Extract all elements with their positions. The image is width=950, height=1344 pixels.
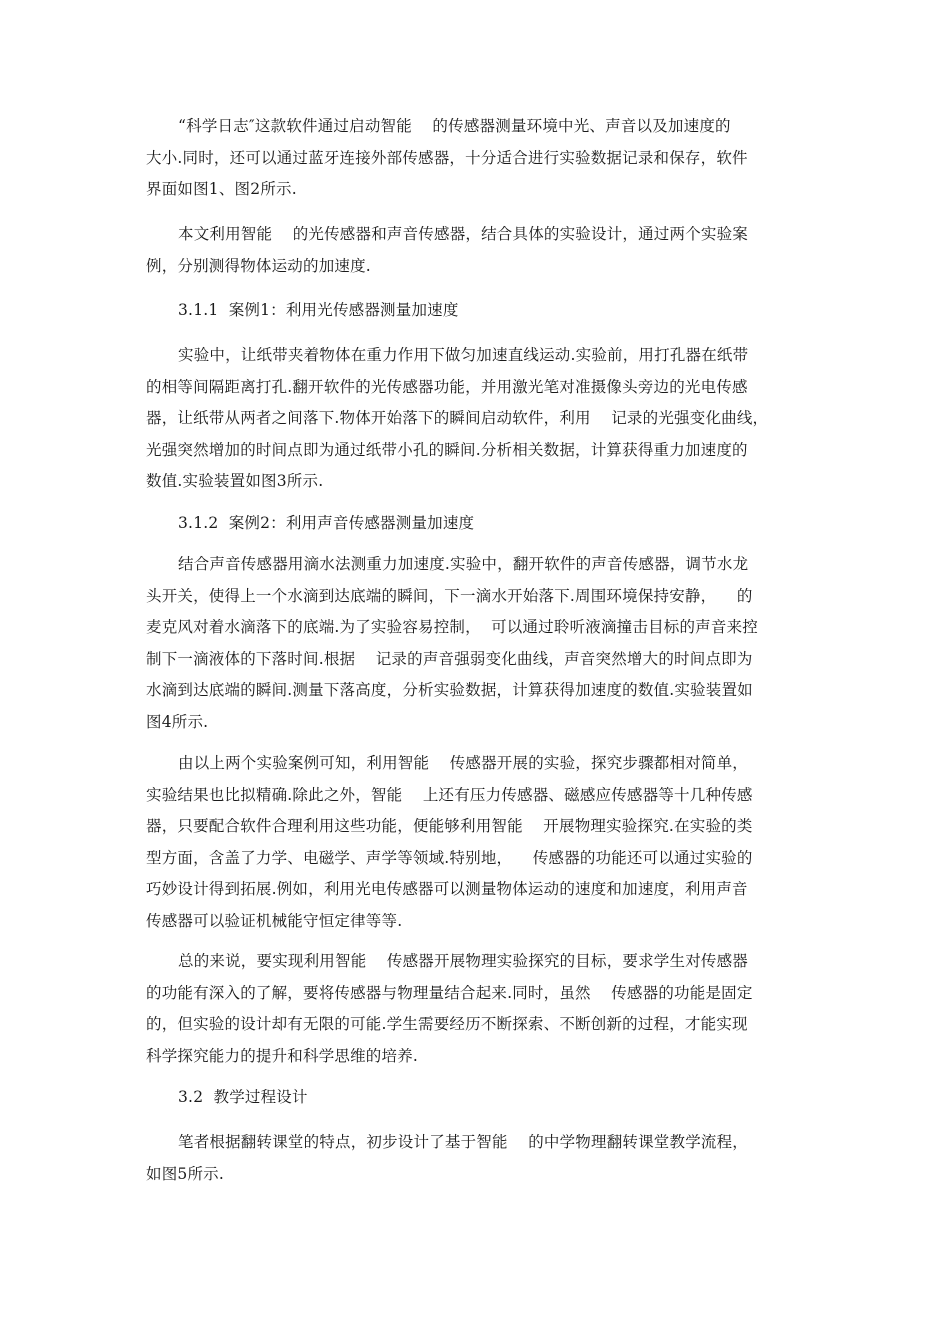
- paragraph-science-journal-intro: [146, 111, 806, 206]
- text-line: 本文利用智能 的光传感器和声音传感器，结合具体的实验设计，通过两个实验案: [178, 225, 749, 243]
- text-line: 大小.同时，还可以通过蓝牙连接外部传感器，十分适合进行实验数据记录和保存，软件: [146, 148, 748, 167]
- text-line: 头开关，使得上一个水滴到达底端的瞬间，下一滴水开始落下.周围环境保持安静， 的: [146, 586, 753, 605]
- paragraph-case-1-light-sensor: [146, 340, 806, 498]
- text-line: 总的来说，要实现利用智能 传感器开展物理实验探究的目标，要求学生对传感器: [178, 952, 749, 970]
- text-line: 科学探究能力的提升和科学思维的培养.: [146, 1046, 419, 1065]
- text-line: 数值.实验装置如图3所示.: [146, 472, 324, 490]
- text-line: 传感器可以验证机械能守恒定律等等.: [146, 911, 403, 930]
- paragraph-case-2-sound-sensor: [146, 549, 806, 738]
- text-line: 型方面，含盖了力学、电磁学、声学等领域.特别地， 传感器的功能还可以通过实验的: [146, 848, 753, 867]
- text-line: 的，但实验的设计却有无限的可能.学生需要经历不断探索、不断创新的过程，才能实现: [146, 1015, 748, 1033]
- text-line: 麦克风对着水滴落下的底端.为了实验容易控制， 可以通过聆听液滴撞击目标的声音来控: [146, 618, 758, 636]
- text-line: 实验中，让纸带夹着物体在重力作用下做匀加速直线运动.实验前，用打孔器在纸带: [178, 346, 749, 364]
- text-line: 器，只要配合软件合理利用这些功能，便能够利用智能 开展物理实验探究.在实验的类: [146, 817, 753, 835]
- text-line: 笔者根据翻转课堂的特点，初步设计了基于智能 的中学物理翻转课堂教学流程，: [178, 1133, 749, 1151]
- text-line: 由以上两个实验案例可知，利用智能 传感器开展的实验，探究步骤都相对简单，: [178, 754, 749, 772]
- text-line: 实验结果也比拟精确.除此之外，智能 上还有压力传感器、磁感应传感器等十几种传感: [146, 785, 753, 804]
- paragraph-article-overview: [146, 219, 806, 282]
- text-line: “科学日志″这款软件通过启动智能 的传感器测量环境中光、声音以及加速度的: [178, 117, 731, 135]
- text-line: 的相等间隔距离打孔.翻开软件的光传感器功能，并用激光笔对准摄像头旁边的光电传感: [146, 377, 748, 396]
- paragraph-teaching-process: [146, 1127, 806, 1190]
- paragraph-conclusion: [146, 946, 806, 1072]
- text-line: 结合声音传感器用滴水法测重力加速度.实验中，翻开软件的声音传感器，调节水龙: [178, 555, 749, 573]
- text-line: 光强突然增加的时间点即为通过纸带小孔的瞬间.分析相关数据，计算获得重力加速度的: [146, 440, 748, 459]
- text-line: 水滴到达底端的瞬间.测量下落高度，分析实验数据，计算获得加速度的数值.实验装置如: [146, 681, 753, 699]
- paragraph-summary-of-cases: [146, 748, 806, 937]
- text-line: 器，让纸带从两者之间落下.物体开始落下的瞬间启动软件，利用 记录的光强变化曲线，: [146, 409, 769, 427]
- text-line: 如图5所示.: [146, 1164, 224, 1183]
- section-heading-3-1-2: 3.1.2 案例2：利用声音传感器测量加速度: [178, 514, 475, 532]
- text-line: 巧妙设计得到拓展.例如，利用光电传感器可以测量物体运动的速度和加速度，利用声音: [146, 880, 748, 898]
- text-line: 界面如图1、图2所示.: [146, 180, 297, 198]
- section-heading-3-1-1: 3.1.1 案例1：利用光传感器测量加速度: [178, 301, 459, 319]
- text-line: 的功能有深入的了解，要将传感器与物理量结合起来.同时，虽然 传感器的功能是固定: [146, 983, 753, 1002]
- text-line: 例，分别测得物体运动的加速度.: [146, 256, 371, 275]
- text-line: 图4所示.: [146, 712, 209, 731]
- section-heading-3-2: 3.2 教学过程设计: [178, 1088, 308, 1106]
- text-line: 制下一滴液体的下落时间.根据 记录的声音强弱变化曲线，声音突然增大的时间点即为: [146, 649, 753, 668]
